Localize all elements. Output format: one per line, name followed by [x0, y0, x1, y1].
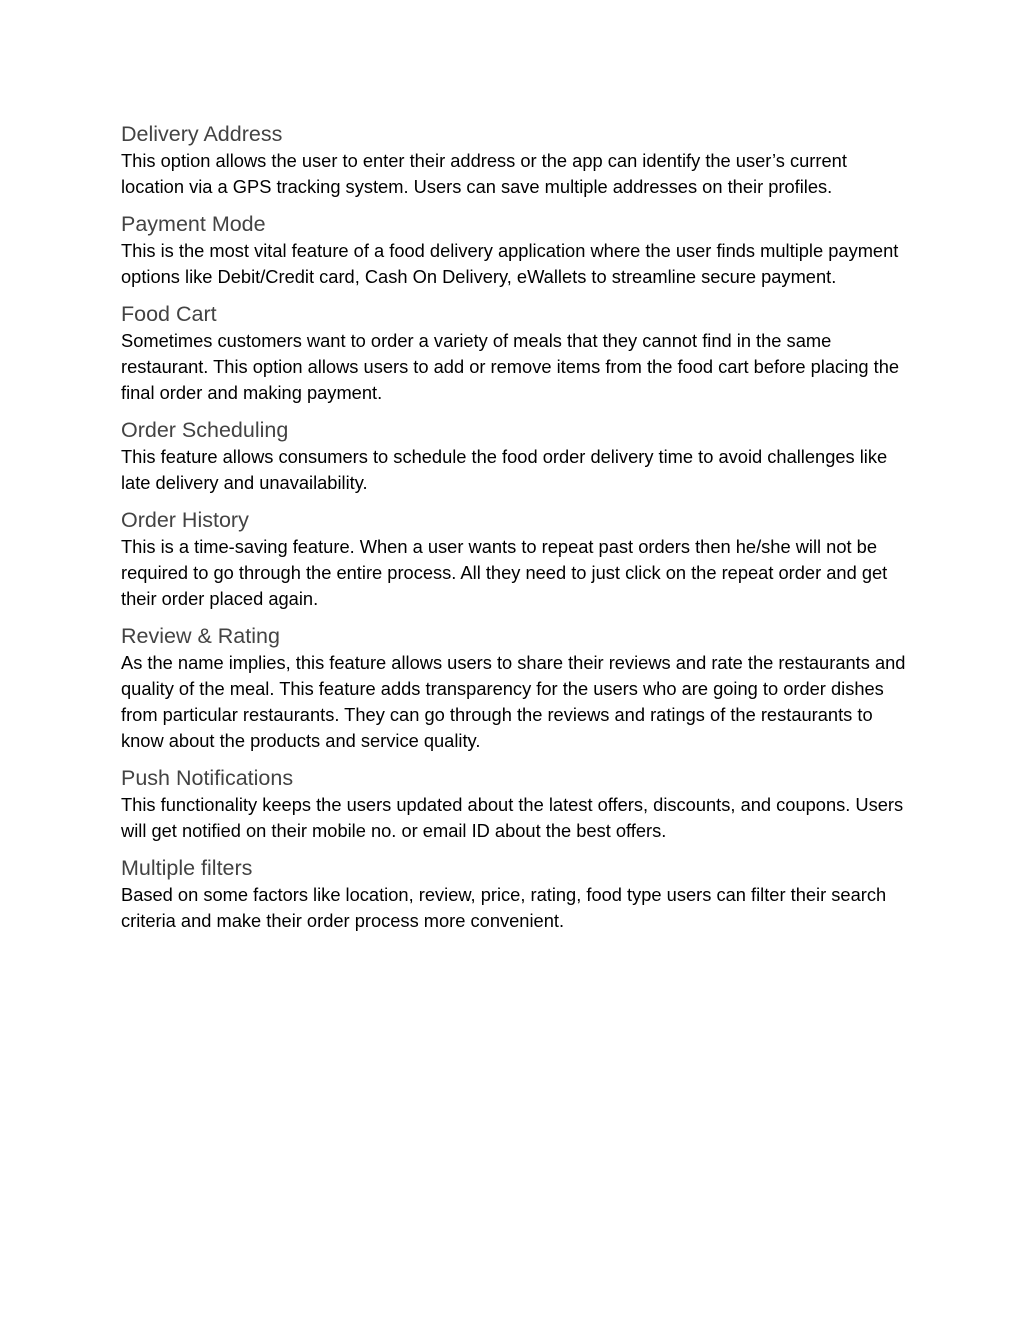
section-order-history — [121, 506, 911, 612]
section-heading: Food Cart — [121, 302, 217, 326]
section-heading: Payment Mode — [121, 212, 266, 236]
section-heading: Multiple filters — [121, 856, 253, 880]
section-order-scheduling — [121, 416, 911, 496]
section-payment-mode — [121, 210, 911, 290]
section-body: This functionality keeps the users updated about the latest offers, discounts, and coupons. Users will get notified on their mobile no. or email ID about the best offers. — [121, 794, 904, 841]
section-body: As the name implies, this feature allows users to share their reviews and rate the restaurants and quality of the meal. This feature adds transparency for the users who are going to order dishes from particular restaurants. They can go through the reviews and ratings of the restaurants to know about the products and service quality. — [121, 652, 906, 751]
section-body: This feature allows consumers to schedule the food order delivery time to avoid challenges like late delivery and unavailability. — [121, 446, 888, 493]
section-body: This is the most vital feature of a food delivery application where the user finds multiple payment options like Debit/Credit card, Cash On Delivery, eWallets to streamline secure payment. — [121, 240, 899, 287]
section-food-cart — [121, 300, 911, 406]
section-body: Based on some factors like location, review, price, rating, food type users can filter their search criteria and make their order process more convenient. — [121, 884, 887, 931]
section-heading: Order History — [121, 508, 249, 532]
section-heading: Order Scheduling — [121, 418, 289, 442]
section-push-notifications — [121, 764, 911, 844]
section-body: This is a time-saving feature. When a user wants to repeat past orders then he/she will not be required to go through the entire process. All they need to just click on the repeat order and get their order placed again. — [121, 536, 888, 609]
section-review-rating — [121, 622, 911, 754]
section-heading: Push Notifications — [121, 766, 294, 790]
section-heading: Review & Rating — [121, 624, 280, 648]
section-body: This option allows the user to enter their address or the app can identify the user’s current location via a GPS tracking system. Users can save multiple addresses on their profiles. — [121, 150, 847, 197]
section-heading: Delivery Address — [121, 122, 283, 146]
section-body: Sometimes customers want to order a variety of meals that they cannot find in the same restaurant. This option allows users to add or remove items from the food cart before placing the final order and making payment. — [121, 330, 900, 403]
document-page — [121, 120, 911, 944]
section-delivery-address — [121, 120, 911, 200]
section-multiple-filters — [121, 854, 911, 934]
